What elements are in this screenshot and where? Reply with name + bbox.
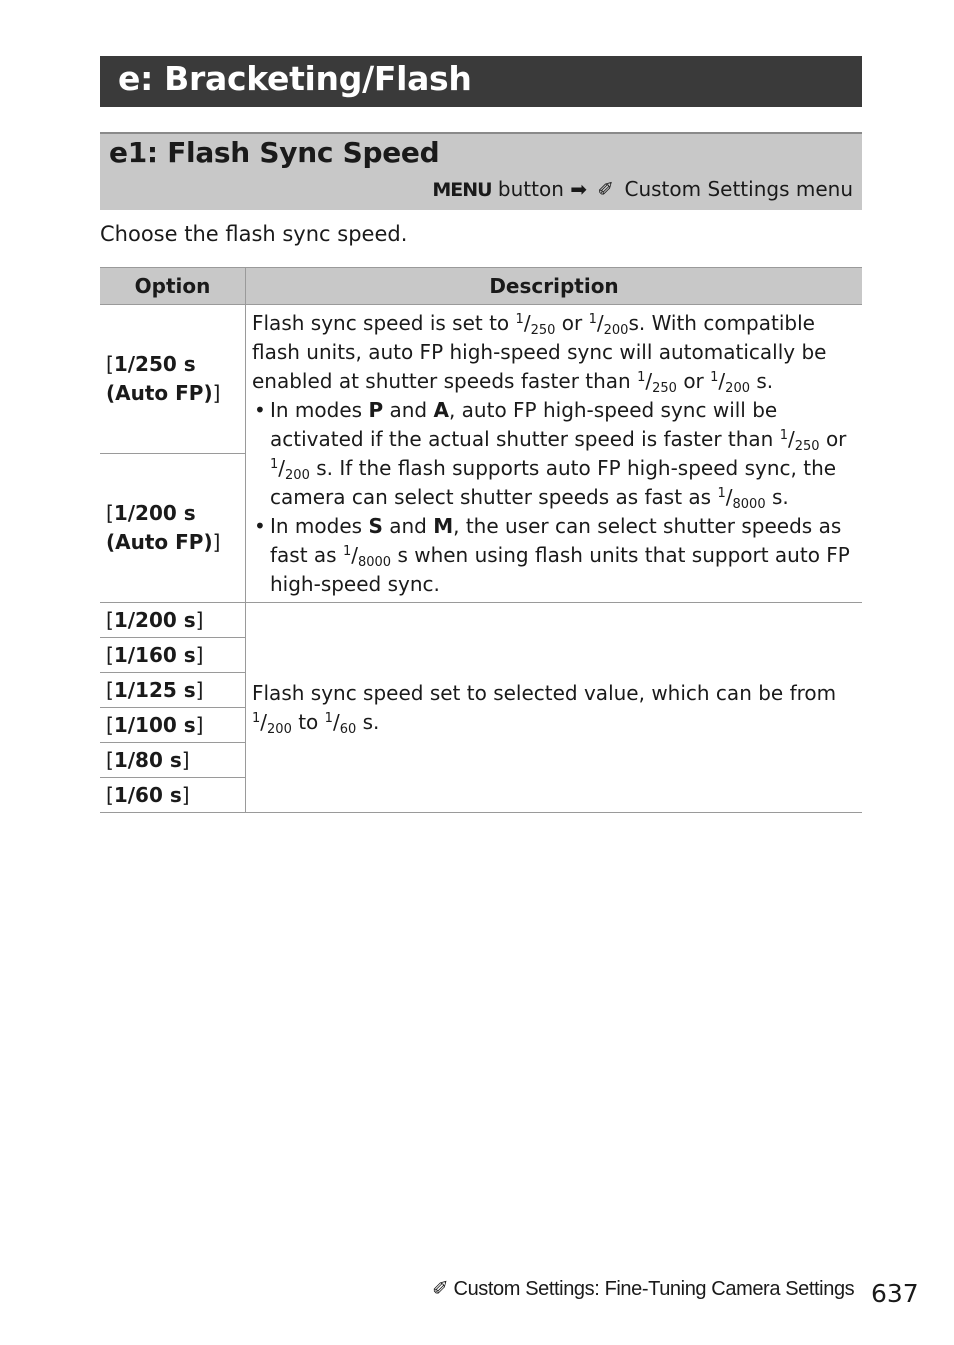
option-label: 1/250 s <box>113 352 196 376</box>
menu-path-button-text: button <box>497 177 564 201</box>
table-row <box>100 305 862 454</box>
fraction-1-250: $^1/_{250}$ <box>515 310 556 338</box>
autofp-description <box>246 305 863 603</box>
option-cell: [1/250 s (Auto FP)] <box>100 305 246 454</box>
option-label: 1/80 s <box>113 747 182 772</box>
table-header-row <box>100 268 862 305</box>
autofp-paragraph: Flash sync speed is set to $^1/_{250}$ or $^1/_{200}s$. With compatible flash units, auto FP high-speed sync will automatically be enabled at shutter speeds faster than $^1/_{250}$ or $^1/_{200}$ s. <box>252 310 827 396</box>
option-cell: [1/80 s] <box>100 743 246 778</box>
arrow-right-icon: ➡ <box>570 177 587 201</box>
menu-button-icon: MENU <box>432 179 492 201</box>
chapter-title: e: Bracketing/Flash <box>118 59 472 98</box>
pencil-icon: ✐ <box>432 1278 449 1300</box>
bullet-item: • In modes S and M, the user can select shutter speeds as fast as $^1/_{8000}$ s when using flash units that support auto FP high-speed sync. <box>252 512 856 599</box>
option-label: 1/200 s <box>113 501 196 525</box>
bullet-item: • In modes P and A, auto FP high-speed sync will be activated if the actual shutter speed is faster than $^1/_{250}$ or $^1/_{200}$ s. If the flash supports auto FP high-speed sync, the camera can select shutter speeds as fast as $^1/_{8000}$ s. <box>252 396 856 512</box>
fraction-1-8000: $^1/_{8000}$ <box>717 484 766 512</box>
header-description: Description <box>246 268 863 305</box>
option-cell: [1/125 s] <box>100 673 246 708</box>
autofp-bullets <box>252 396 856 599</box>
fraction-1-200: $^1/_{200}$ <box>270 455 310 483</box>
page-number: 637 <box>871 1279 919 1308</box>
option-cell: [1/100 s] <box>100 708 246 743</box>
option-label: 1/125 s <box>113 677 196 702</box>
option-cell: [1/60 s] <box>100 778 246 813</box>
chapter-header <box>100 56 862 107</box>
option-label-sub: (Auto FP) <box>106 530 213 554</box>
option-label-sub: (Auto FP) <box>106 381 213 405</box>
fraction-1-200: $^1/_{200}$ <box>710 368 750 396</box>
option-label: 1/60 s <box>113 782 182 807</box>
option-cell: [1/200 s] <box>100 603 246 638</box>
fraction-1-200: $^1/_{200}$ <box>588 310 629 338</box>
fixed-description: Flash sync speed set to selected value, which can be from $^1/_{200}$ to $^1/_{60}$ s. <box>246 603 863 813</box>
options-table <box>100 267 862 813</box>
fraction-1-60: $^1/_{60}$ <box>324 709 357 737</box>
intro-text: Choose the flash sync speed. <box>100 222 408 246</box>
fraction-1-8000: $^1/_{8000}$ <box>342 542 392 570</box>
section-header <box>100 132 862 210</box>
fraction-1-250: $^1/_{250}$ <box>779 426 820 454</box>
option-label: 1/200 s <box>113 607 196 632</box>
option-label: 1/100 s <box>113 712 196 737</box>
fraction-1-200: $^1/_{200}$ <box>252 709 292 737</box>
option-cell: [1/200 s (Auto FP)] <box>100 454 246 603</box>
menu-path <box>432 177 853 201</box>
footer-section-label <box>432 1276 854 1301</box>
fraction-1-250: $^1/_{250}$ <box>637 368 677 396</box>
section-title: e1: Flash Sync Speed <box>109 136 440 169</box>
pencil-icon: ✐ <box>597 177 615 201</box>
option-label: 1/160 s <box>113 642 196 667</box>
menu-name: Custom Settings menu <box>624 177 853 201</box>
table-row <box>100 603 862 638</box>
footer-text: Custom Settings: Fine-Tuning Camera Settings <box>453 1278 855 1300</box>
option-cell: [1/160 s] <box>100 638 246 673</box>
header-option: Option <box>100 268 246 305</box>
